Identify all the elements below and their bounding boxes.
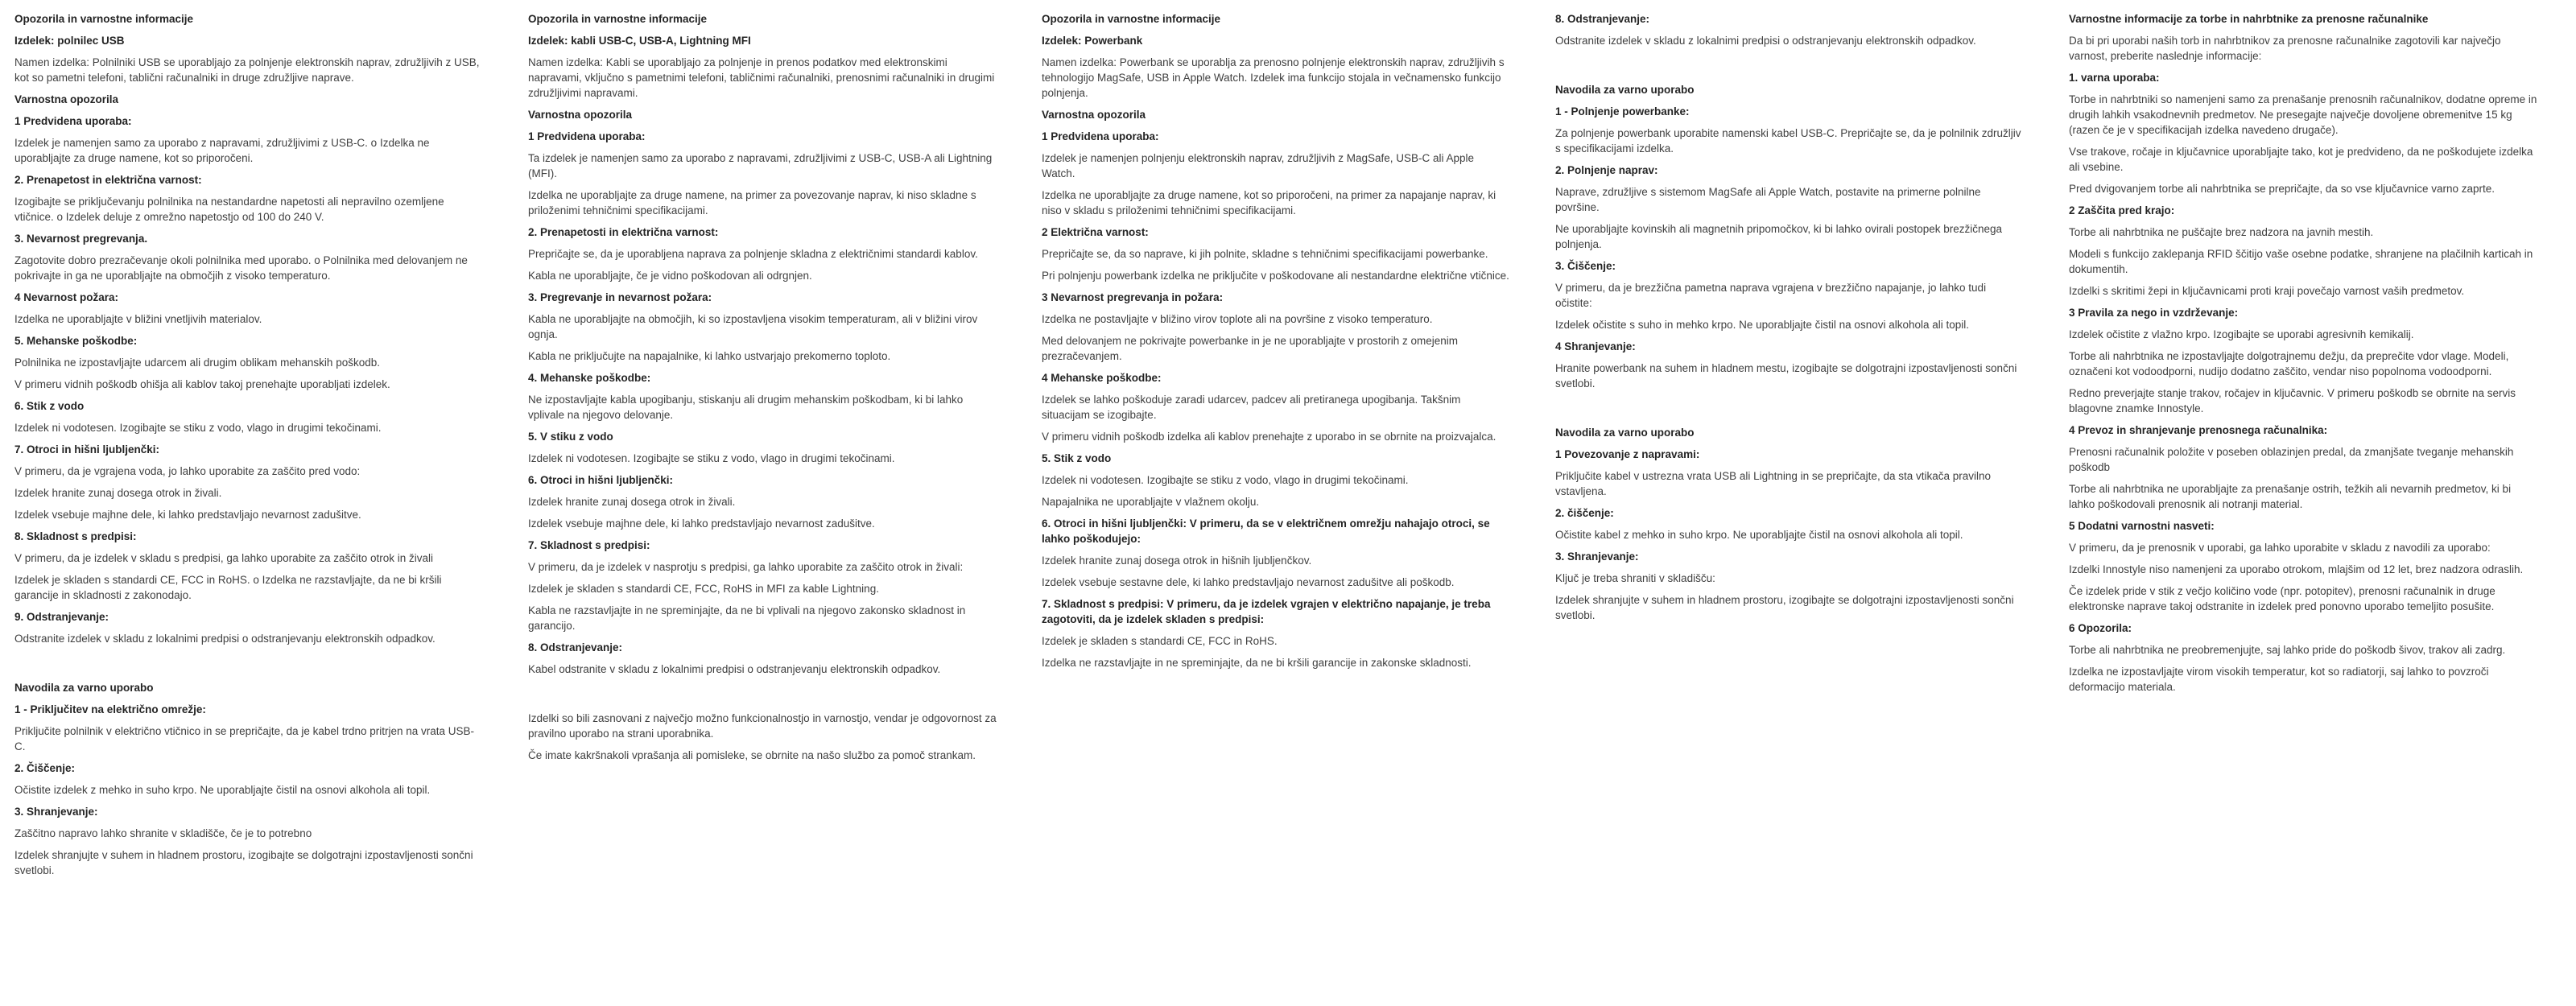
section-heading: 3. Nevarnost pregrevanja. (14, 233, 148, 245)
paragraph-text: V primeru, da je vgrajena voda, jo lahko uporabite za zaščito pred vodo: (14, 465, 361, 477)
section-heading: 2 Zaščita pred krajo: (2069, 204, 2175, 216)
section-heading: 6. Otroci in hišni ljubljenčki: (528, 474, 674, 486)
section-heading: 3 Pravila za nego in vzdrževanje: (2069, 307, 2239, 319)
paragraph-text: Izdelek je namenjen samo za uporabo z napravami, združljivimi z USB-C. o Izdelka ne uporabljajte za druge namene, kot so priporočeni. (14, 137, 430, 164)
paragraph-text: Izogibajte se priključevanju polnilnika na nestandardne napetosti ali nepravilno ozemljene vtičnice. o Izdelek deluje z omrežno napetostjo od 100 do 240 V. (14, 196, 444, 223)
paragraph-text: Torbe in nahrbtniki so namenjeni samo za prenašanje prenosnih računalnikov, dodatne opreme in drugih lahkih vsakodnevnih predmetov. Ne presegajte največje dovoljene obremenitve 15 kg (razen če je v specifikacijah izdelka navedeno drugače). (2069, 93, 2537, 136)
section-heading: 5. V stiku z vodo (528, 431, 613, 443)
paragraph-text: V primeru vidnih poškodb ohišja ali kablov takoj prenehajte uporabljati izdelek. (14, 378, 390, 390)
paragraph-text: Za polnjenje powerbank uporabite namenski kabel USB-C. Prepričajte se, da je polnilnik združljiv s specifikacijami izdelka. (1555, 127, 2021, 155)
paragraph-text: Zagotovite dobro prezračevanje okoli polnilnika med uporabo. o Polnilnika med delovanjem ne pokrivajte in ga ne uporabljajte na območjih z visoko temperaturo. (14, 254, 468, 282)
section-heading: 7. Otroci in hišni ljubljenčki: (14, 443, 160, 456)
paragraph-text: Izdelek hranite zunaj dosega otrok in hišnih ljubljenčkov. (1042, 555, 1312, 567)
paragraph-text: Kabel odstranite v skladu z lokalnimi predpisi o odstranjevanju elektronskih odpadkov. (528, 663, 941, 675)
paragraph-text: Če izdelek pride v stik z večjo količino vode (npr. potopitev), prenosni računalnik in druge elektronske naprave takoj odstranite in izdelek pred ponovno uporabo temeljito posušite. (2069, 585, 2496, 612)
section-heading: 9. Odstranjevanje: (14, 611, 109, 623)
paragraph-text: V primeru, da je prenosnik v uporabi, ga lahko uporabite v skladu z navodili za uporabo: (2069, 542, 2491, 554)
section-heading: 1 - Priključitev na električno omrežje: (14, 703, 206, 715)
text-column-1 (14, 11, 483, 884)
text-column-5 (2069, 11, 2537, 701)
section-gap (1555, 55, 2024, 76)
section-heading: Izdelek: Powerbank (1042, 35, 1143, 47)
paragraph-text: Izdelek vsebuje sestavne dele, ki lahko predstavljajo nevarnost zadušitve ali poškodb. (1042, 576, 1455, 588)
section-gap (528, 683, 997, 704)
paragraph-text: Očistite kabel z mehko in suho krpo. Ne uporabljajte čistil na osnovi alkohola ali topil. (1555, 529, 1963, 541)
paragraph-text: Izdelek ni vodotesen. Izogibajte se stiku z vodo, vlago in drugimi tekočinami. (14, 422, 382, 434)
paragraph-text: Naprave, združljive s sistemom MagSafe ali Apple Watch, postavite na primerne polnilne površine. (1555, 186, 1981, 213)
paragraph-text: Izdelek se lahko poškoduje zaradi udarcev, padcev ali pretiranega upogibanja. Takšnim situacijam se izogibajte. (1042, 394, 1461, 421)
paragraph-text: Ne uporabljajte kovinskih ali magnetnih pripomočkov, ki bi lahko ovirali postopek brezžičnega polnjenja. (1555, 223, 2003, 250)
section-heading: 4 Nevarnost požara: (14, 291, 119, 303)
paragraph-text: Pred dvigovanjem torbe ali nahrbtnika se prepričajte, da so vse ključavnice varno zaprte. (2069, 183, 2496, 195)
paragraph-text: Med delovanjem ne pokrivajte powerbanke in je ne uporabljajte v prostorih z omejenim prezračevanjem. (1042, 335, 1459, 362)
section-heading: 6. Otroci in hišni ljubljenčki: V primeru, da se v električnem omrežju nahajajo otroci, se lahko poškodujejo: (1042, 517, 1490, 545)
section-heading: 2. Prenapetost in električna varnost: (14, 174, 202, 186)
section-heading: 6 Opozorila: (2069, 622, 2132, 634)
paragraph-text: V primeru vidnih poškodb izdelka ali kablov prenehajte z uporabo in se obrnite na proizvajalca. (1042, 431, 1496, 443)
paragraph-text: Redno preverjajte stanje trakov, ročajev in ključavnic. V primeru poškodb se obrnite na servis blagovne znamke Innostyle. (2069, 387, 2516, 414)
section-heading: 7. Skladnost s predpisi: V primeru, da je izdelek vgrajen v električno napajanje, je treba zagotoviti, da je izdelek skladen s predpisi: (1042, 598, 1491, 625)
section-heading: 2. Polnjenje naprav: (1555, 164, 1658, 176)
paragraph-text: Izdelki s skritimi žepi in ključavnicami proti kraji povečajo varnost vaših predmetov. (2069, 285, 2465, 297)
section-heading: Opozorila in varnostne informacije (14, 13, 194, 25)
section-heading: 5. Stik z vodo (1042, 452, 1112, 464)
section-heading: 1 Povezovanje z napravami: (1555, 448, 1700, 460)
section-heading: Navodila za varno uporabo (1555, 427, 1695, 439)
paragraph-text: Ključ je treba shraniti v skladišču: (1555, 572, 1715, 584)
section-heading: Varnostna opozorila (1042, 109, 1146, 121)
paragraph-text: Izdelek shranjujte v suhem in hladnem prostoru, izogibajte se dolgotrajni izpostavljenosti sončni svetlobi. (1555, 594, 2014, 621)
section-heading: 8. Skladnost s predpisi: (14, 530, 137, 542)
paragraph-text: Izdelek ni vodotesen. Izogibajte se stiku z vodo, vlago in drugimi tekočinami. (528, 452, 895, 464)
paragraph-text: Če imate kakršnakoli vprašanja ali pomisleke, se obrnite na našo službo za pomoč strankam. (528, 749, 976, 761)
section-heading: 4 Prevoz in shranjevanje prenosnega računalnika: (2069, 424, 2328, 436)
paragraph-text: Napajalnika ne uporabljajte v vlažnem okolju. (1042, 496, 1260, 508)
section-heading: Varnostna opozorila (528, 109, 633, 121)
paragraph-text: Namen izdelka: Powerbank se uporablja za prenosno polnjenje elektronskih naprav, združljivih s tehnologijo MagSafe, USB in Apple Watch. Izdelek ima funkcijo stojala in večnamensko funkcijo polnjenja. (1042, 56, 1505, 99)
paragraph-text: Modeli s funkcijo zaklepanja RFID ščitijo vaše osebne podatke, shranjene na plačilnih karticah in dokumentih. (2069, 248, 2533, 275)
section-heading: Opozorila in varnostne informacije (528, 13, 708, 25)
paragraph-text: Polnilnika ne izpostavljajte udarcem ali drugim oblikam mehanskih poškodb. (14, 357, 380, 369)
section-heading: 4 Shranjevanje: (1555, 340, 1636, 353)
paragraph-text: Izdelki Innostyle niso namenjeni za uporabo otrokom, mlajšim od 12 let, brez nadzora odraslih. (2069, 563, 2524, 575)
paragraph-text: Izdelki so bili zasnovani z največjo možno funkcionalnostjo in varnostjo, vendar je odgovornost za pravilno uporabo na strani uporabnika. (528, 712, 997, 740)
paragraph-text: V primeru, da je izdelek v skladu s predpisi, ga lahko uporabite za zaščito otrok in živali (14, 552, 434, 564)
paragraph-text: Kabla ne razstavljajte in ne spreminjajte, da ne bi vplivali na njegovo zakonsko skladnost in garancijo. (528, 604, 966, 632)
paragraph-text: Namen izdelka: Kabli se uporabljajo za polnjenje in prenos podatkov med elektronskimi napravami, vključno s pametnimi telefoni, tabličnimi računalniki, prenosnimi računalniki in drugimi združljivimi napravami. (528, 56, 995, 99)
paragraph-text: Izdelek vsebuje majhne dele, ki lahko predstavljajo nevarnost zadušitve. (528, 517, 875, 530)
section-heading: 1. varna uporaba: (2069, 72, 2160, 84)
text-column-2 (528, 11, 997, 769)
paragraph-text: Izdelka ne uporabljajte v bližini vnetljivih materialov. (14, 313, 262, 325)
paragraph-text: Izdelka ne uporabljajte za druge namene, na primer za povezovanje naprav, ki niso skladne s priloženimi tehničnimi specifikacijami. (528, 189, 976, 216)
paragraph-text: Izdelek vsebuje majhne dele, ki lahko predstavljajo nevarnost zadušitve. (14, 509, 361, 521)
section-heading: 2. čiščenje: (1555, 507, 1614, 519)
paragraph-text: Ne izpostavljajte kabla upogibanju, stiskanju ali drugim mehanskim poškodbam, ki bi lahko vplivale na njegovo delovanje. (528, 394, 964, 421)
paragraph-text: Torbe ali nahrbtnika ne izpostavljajte dolgotrajnemu dežju, da preprečite vdor vlage. Modeli, označeni kot vodoodporni, nudijo dodatno zaščito, vendar niso popolnoma vodoodporni. (2069, 350, 2509, 377)
section-heading: 1 Predvidena uporaba: (1042, 130, 1159, 142)
section-heading: 8. Odstranjevanje: (1555, 13, 1650, 25)
paragraph-text: Prepričajte se, da so naprave, ki jih polnite, skladne s tehničnimi specifikacijami powerbanke. (1042, 248, 1488, 260)
paragraph-text: Torbe ali nahrbtnika ne puščajte brez nadzora na javnih mestih. (2069, 226, 2374, 238)
paragraph-text: Odstranite izdelek v skladu z lokalnimi predpisi o odstranjevanju elektronskih odpadkov. (1555, 35, 1976, 47)
paragraph-text: Kabla ne uporabljajte na območjih, ki so izpostavljena visokim temperaturam, ali v bližini virov ognja. (528, 313, 978, 340)
section-heading: 4. Mehanske poškodbe: (528, 372, 651, 384)
paragraph-text: Izdelek je skladen s standardi CE, FCC in RoHS. o Izdelka ne razstavljajte, da ne bi kršili garancije in skladnosti z zakonodajo. (14, 574, 442, 601)
section-heading: 2. Čiščenje: (14, 762, 76, 774)
paragraph-text: Izdelek je namenjen polnjenju elektronskih naprav, združljivih z MagSafe, USB-C ali Apple Watch. (1042, 152, 1475, 179)
paragraph-text: Namen izdelka: Polnilniki USB se uporabljajo za polnjenje elektronskih naprav, združljivih z USB, kot so pametni telefoni, tablični računalniki in druge združljive naprave. (14, 56, 480, 84)
paragraph-text: Torbe ali nahrbtnika ne preobremenjujte, saj lahko pride do poškodb šivov, trakov ali zadrg. (2069, 644, 2506, 656)
section-heading: 4 Mehanske poškodbe: (1042, 372, 1162, 384)
section-gap (14, 653, 483, 674)
section-heading: Izdelek: polnilec USB (14, 35, 125, 47)
paragraph-text: Izdelek ni vodotesen. Izogibajte se stiku z vodo, vlago in drugimi tekočinami. (1042, 474, 1409, 486)
paragraph-text: Izdelek očistite s suho in mehko krpo. Ne uporabljajte čistil na osnovi alkohola ali topil. (1555, 319, 1970, 331)
paragraph-text: Vse trakove, ročaje in ključavnice uporabljajte tako, kot je predvideno, da ne poškodujete izdelka ali vsebine. (2069, 146, 2533, 173)
text-column-4 (1555, 11, 2024, 629)
section-heading: 7. Skladnost s predpisi: (528, 539, 650, 551)
paragraph-text: Odstranite izdelek v skladu z lokalnimi predpisi o odstranjevanju elektronskih odpadkov. (14, 633, 436, 645)
section-heading: 3. Pregrevanje in nevarnost požara: (528, 291, 712, 303)
paragraph-text: Izdelek hranite zunaj dosega otrok in živali. (528, 496, 736, 508)
paragraph-text: Izdelek je skladen s standardi CE, FCC, RoHS in MFI za kable Lightning. (528, 583, 879, 595)
section-heading: 3. Čiščenje: (1555, 260, 1616, 272)
paragraph-text: V primeru, da je brezžična pametna naprava vgrajena v brezžično napajanje, jo lahko tudi očistite: (1555, 282, 1987, 309)
section-heading: 3 Nevarnost pregrevanja in požara: (1042, 291, 1224, 303)
paragraph-text: Izdelek je skladen s standardi CE, FCC in RoHS. (1042, 635, 1278, 647)
paragraph-text: Izdelka ne izpostavljajte virom visokih temperatur, kot so radiatorji, saj lahko to povzroči deformacijo materiala. (2069, 666, 2489, 693)
paragraph-text: Izdelek hranite zunaj dosega otrok in živali. (14, 487, 222, 499)
section-heading: Varnostna opozorila (14, 93, 119, 105)
paragraph-text: Kabla ne priključujte na napajalnike, ki lahko ustvarjajo prekomerno toploto. (528, 350, 891, 362)
section-heading: 1 Predvidena uporaba: (14, 115, 132, 127)
paragraph-text: Ta izdelek je namenjen samo za uporabo z napravami, združljivimi z USB-C, USB-A ali Lightning (MFI). (528, 152, 993, 179)
paragraph-text: Izdelka ne uporabljajte za druge namene, kot so priporočeni, na primer za napajanje naprav, ki niso v skladu s priloženimi tehničnimi specifikacijami. (1042, 189, 1496, 216)
section-heading: Varnostne informacije za torbe in nahrbtnike za prenosne računalnike (2069, 13, 2429, 25)
section-heading: Navodila za varno uporabo (14, 682, 154, 694)
section-heading: Navodila za varno uporabo (1555, 84, 1695, 96)
paragraph-text: Prenosni računalnik položite v poseben oblazinjen predal, da zmanjšate tveganje mehanskih poškodb (2069, 446, 2514, 473)
paragraph-text: Zaščitno napravo lahko shranite v skladišče, če je to potrebno (14, 827, 312, 839)
section-heading: 3. Shranjevanje: (1555, 550, 1639, 563)
section-heading: 8. Odstranjevanje: (528, 641, 623, 653)
section-heading: 3. Shranjevanje: (14, 806, 98, 818)
section-heading: 2. Prenapetosti in električna varnost: (528, 226, 719, 238)
paragraph-text: Izdelka ne razstavljajte in ne spreminjajte, da ne bi kršili garancije in zakonske skladnosti. (1042, 657, 1472, 669)
paragraph-text: Očistite izdelek z mehko in suho krpo. Ne uporabljajte čistil na osnovi alkohola ali topil. (14, 784, 431, 796)
paragraph-text: Da bi pri uporabi naših torb in nahrbtnikov za prenosne računalnike zagotovili kar največjo varnost, preberite naslednje informacije: (2069, 35, 2501, 62)
section-heading: 5 Dodatni varnostni nasveti: (2069, 520, 2215, 532)
section-heading: Izdelek: kabli USB-C, USB-A, Lightning MFI (528, 35, 751, 47)
paragraph-text: Izdelek očistite z vlažno krpo. Izogibajte se uporabi agresivnih kemikalij. (2069, 328, 2414, 340)
section-heading: Opozorila in varnostne informacije (1042, 13, 1221, 25)
paragraph-text: Priključite polnilnik v električno vtičnico in se prepričajte, da je kabel trdno pritrjen na vrata USB-C. (14, 725, 475, 752)
text-column-3 (1042, 11, 1510, 677)
paragraph-text: Prepričajte se, da je uporabljena naprava za polnjenje skladna z električnimi standardi kablov. (528, 248, 978, 260)
paragraph-text: Kabla ne uporabljajte, če je vidno poškodovan ali odrgnjen. (528, 270, 812, 282)
paragraph-text: Pri polnjenju powerbank izdelka ne priključite v poškodovane ali nestandardne električne vtičnice. (1042, 270, 1509, 282)
section-heading: 1 - Polnjenje powerbanke: (1555, 105, 1690, 118)
section-heading: 6. Stik z vodo (14, 400, 85, 412)
paragraph-text: Hranite powerbank na suhem in hladnem mestu, izogibajte se dolgotrajni izpostavljenosti sončni svetlobi. (1555, 362, 2017, 390)
paragraph-text: Priključite kabel v ustrezna vrata USB ali Lightning in se prepričajte, da sta vtikača pravilno vstavljena. (1555, 470, 1992, 497)
paragraph-text: Izdelek shranjujte v suhem in hladnem prostoru, izogibajte se dolgotrajni izpostavljenosti sončni svetlobi. (14, 849, 473, 876)
paragraph-text: Torbe ali nahrbtnika ne uporabljajte za prenašanje ostrih, težkih ali nevarnih predmetov, ki bi lahko poškodovali prenosnik ali notranji material. (2069, 483, 2512, 510)
section-gap (1555, 398, 2024, 418)
paragraph-text: Izdelka ne postavljajte v bližino virov toplote ali na površine z visoko temperaturo. (1042, 313, 1433, 325)
paragraph-text: V primeru, da je izdelek v nasprotju s predpisi, ga lahko uporabite za zaščito otrok in živali: (528, 561, 964, 573)
section-heading: 1 Predvidena uporaba: (528, 130, 646, 142)
section-heading: 5. Mehanske poškodbe: (14, 335, 138, 347)
section-heading: 2 Električna varnost: (1042, 226, 1149, 238)
